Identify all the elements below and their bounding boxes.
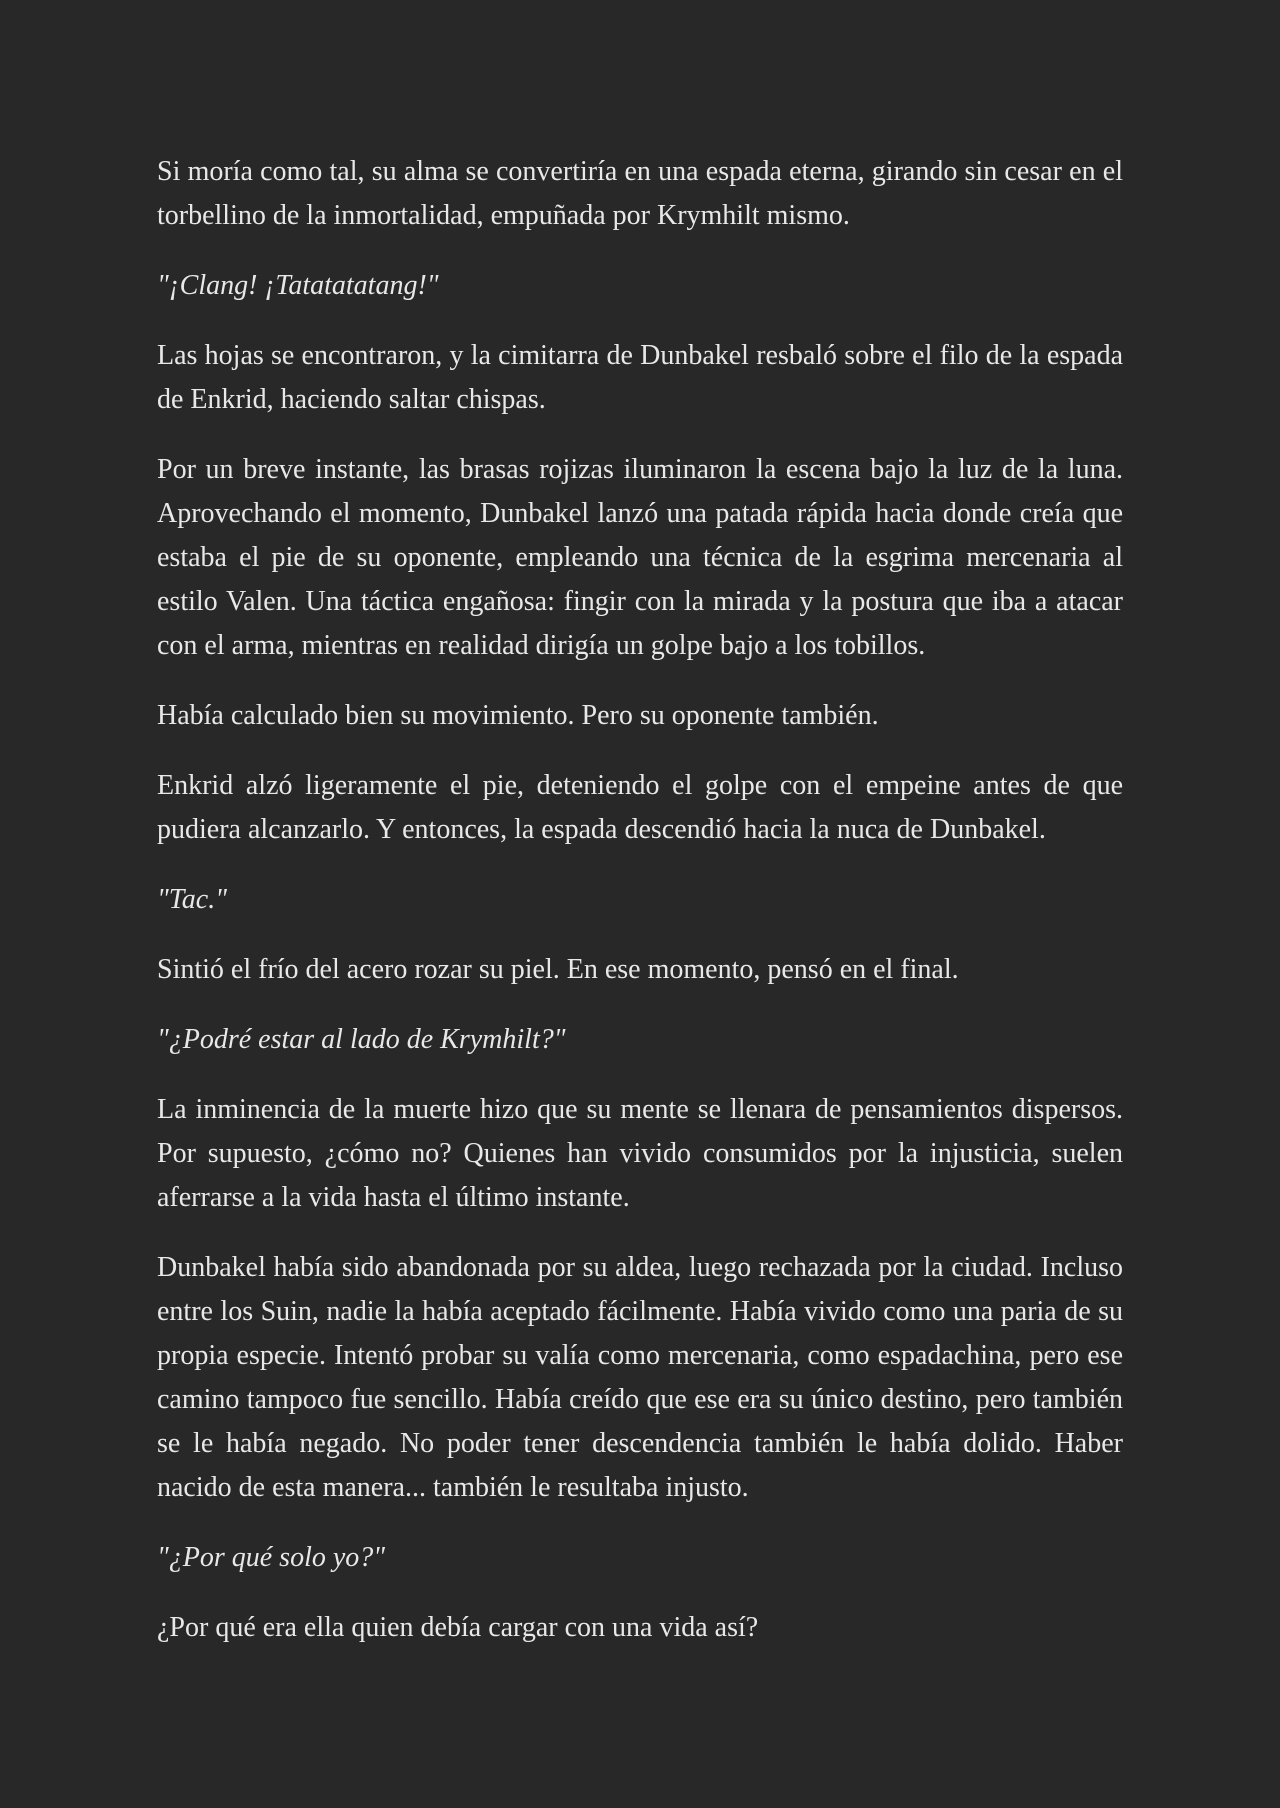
story-paragraph: Había calculado bien su movimiento. Pero su oponente también. bbox=[157, 700, 879, 731]
thought-quote-paragraph: "¿Podré estar al lado de Krymhilt?" bbox=[157, 1024, 566, 1055]
story-paragraph: Por un breve instante, las brasas rojizas iluminaron la escena bajo la luz de la luna. Aprovechando el momento, Dunbakel lanzó una patada rápida hacia donde creía que estaba el pie de su oponente, empleando una técnica de la esgrima mercenaria al estilo Valen. Una táctica engañosa: fingir con la mirada y la postura que iba a atacar con el arma, mientras en realidad dirigía un golpe bajo a los tobillos. bbox=[157, 454, 1123, 661]
story-page bbox=[157, 0, 1123, 1650]
story-paragraph: Dunbakel había sido abandonada por su aldea, luego rechazada por la ciudad. Incluso entre los Suin, nadie la había aceptado fácilmente. Había vivido como una paria de su propia especie. Intentó probar su valía como mercenaria, como espadachina, pero ese camino tampoco fue sencillo. Había creído que ese era su único destino, pero también se le había negado. No poder tener descendencia también le había dolido. Haber nacido de esta manera... también le resultaba injusto. bbox=[157, 1252, 1123, 1503]
thought-quote-paragraph: "¿Por qué solo yo?" bbox=[157, 1542, 386, 1573]
sound-effect-quote-paragraph: "¡Clang! ¡Tatatatatang!" bbox=[157, 270, 439, 301]
story-paragraph: Si moría como tal, su alma se convertiría en una espada eterna, girando sin cesar en el torbellino de la inmortalidad, empuñada por Krymhilt mismo. bbox=[157, 156, 1123, 231]
sound-effect-quote-paragraph: "Tac." bbox=[157, 884, 227, 915]
story-paragraph: Las hojas se encontraron, y la cimitarra de Dunbakel resbaló sobre el filo de la espada de Enkrid, haciendo saltar chispas. bbox=[157, 340, 1123, 415]
story-paragraph: Sintió el frío del acero rozar su piel. En ese momento, pensó en el final. bbox=[157, 954, 959, 985]
story-paragraph: La inminencia de la muerte hizo que su mente se llenara de pensamientos dispersos. Por supuesto, ¿cómo no? Quienes han vivido consumidos por la injusticia, suelen aferrarse a la vida hasta el último instante. bbox=[157, 1094, 1123, 1213]
story-paragraph: ¿Por qué era ella quien debía cargar con una vida así? bbox=[157, 1612, 759, 1643]
story-paragraph: Enkrid alzó ligeramente el pie, deteniendo el golpe con el empeine antes de que pudiera alcanzarlo. Y entonces, la espada descendió hacia la nuca de Dunbakel. bbox=[157, 770, 1123, 845]
